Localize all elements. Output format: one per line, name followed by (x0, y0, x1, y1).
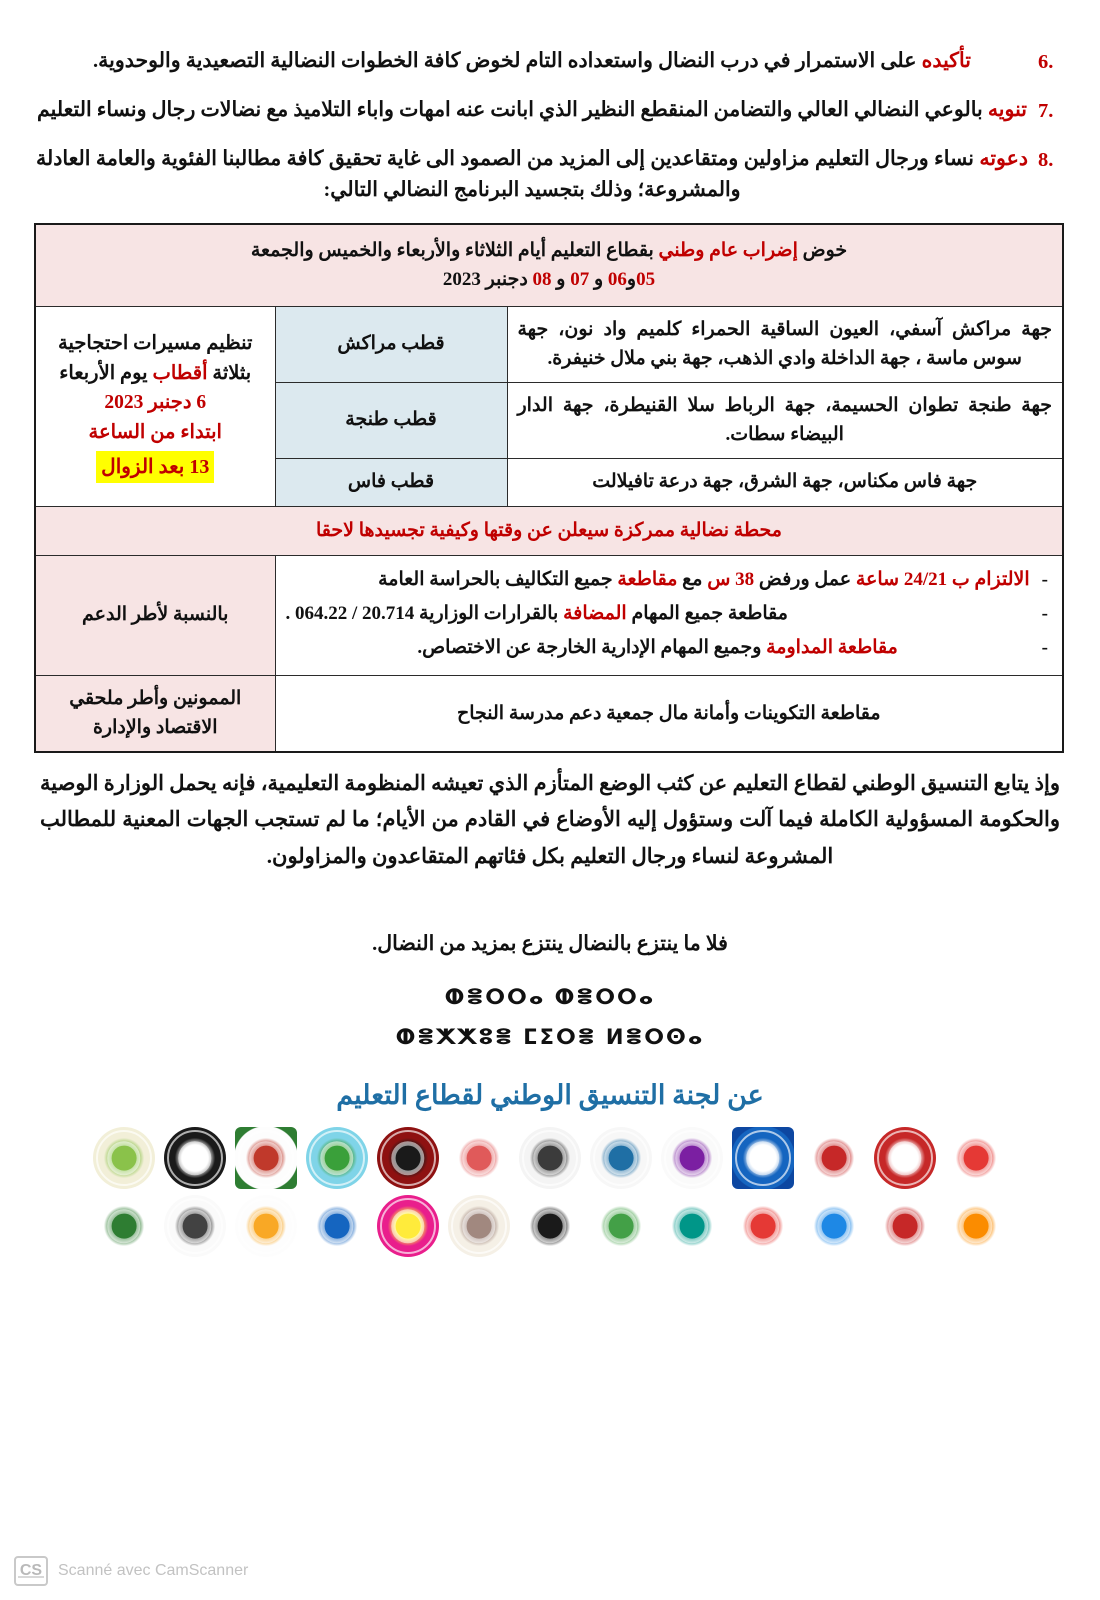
header-date-2: 06 (607, 268, 627, 290)
struggle-program-table (34, 223, 1064, 753)
signature-heading: عن لجنة التنسيق الوطني لقطاع التعليم (336, 1080, 764, 1111)
bullet-text (286, 633, 1030, 664)
regions-cell-marrakech: جهة مراكش آسفي، العيون الساقية الحمراء كلميم واد نون، جهة سوس ماسة ، جهة الداخلة وادي الذهب، جهة بني ملال خنيفرة. (507, 307, 1063, 383)
table-row-band (35, 506, 1063, 556)
header-sep-2: و (593, 268, 604, 290)
logo-core (325, 1214, 350, 1239)
logo-core (538, 1214, 563, 1239)
logo-dahaya (377, 1127, 439, 1189)
logo-anrcapm (235, 1127, 297, 1189)
logo-core (964, 1214, 989, 1239)
marches-line-2 (50, 359, 261, 388)
logo-globe-blue (803, 1195, 865, 1257)
logo-national-2 (945, 1127, 1007, 1189)
header-sep-3: و (556, 268, 566, 290)
logo-core (183, 1146, 208, 1171)
logo-green-leaf (590, 1195, 652, 1257)
list-item (36, 46, 1064, 79)
logo-core (680, 1214, 705, 1239)
logo-core (254, 1214, 279, 1239)
pole-name-tangier: قطب طنجة (275, 383, 507, 459)
header-part-red: إضراب عام وطني (658, 240, 798, 262)
header-date-tail: دجنبر 2023 (442, 268, 528, 290)
closing-paragraph: وإذ يتابع التنسيق الوطني لقطاع التعليم عن كثب الوضع المتأزم الذي تعيشه المنظومة التعليمية، فإنه يحمل الوزارة الوصية والحكومة المسؤولية الكاملة فيما آلت وستؤول إليه الأوضاع في القادم من الأيام؛ ما لم تستجب الجهات المعنية للمطالب المشروعة لنساء ورجال التعليم بكل فئاتهم المتقاعدون والمزاولون. (40, 771, 1060, 868)
logo-core (964, 1146, 989, 1171)
numbered-points-list (36, 46, 1064, 207)
logo-green-shield (93, 1195, 155, 1257)
header-date-3: 07 (570, 268, 590, 290)
logo-core (609, 1214, 634, 1239)
bullet-text (286, 599, 1030, 630)
supply-content-cell: مقاطعة التكوينات وأمانة مال جمعية دعم مدرسة النجاح (275, 676, 1063, 753)
logo-core (396, 1214, 421, 1239)
slogan-tifinagh-line-1: ⵀⴻⵔⵔⴰ ⵀⴻⵔⵔⴰ (444, 985, 656, 1010)
point-number: 7. (1038, 99, 1054, 122)
bullet-seg: مقاطعة المداومة (766, 636, 898, 658)
bullet-seg: مع (677, 569, 708, 591)
marches-announcement-cell (35, 307, 275, 507)
logo-core (538, 1146, 563, 1171)
logo-core (467, 1146, 492, 1171)
point-lead: تأكيده (921, 50, 971, 72)
support-bullets-list (286, 565, 1053, 663)
support-bullets-cell (275, 556, 1063, 676)
marches-time-intro: ابتداء من الساعة (88, 422, 222, 444)
logo-coordination-1 (93, 1127, 155, 1189)
logo-row-1 (93, 1127, 1007, 1189)
slogan-tifinagh-line-2: ⵀⴻⵅⵅⵓⴻ ⵎⵉⵔⴻ ⵍⴻⵔⵙⴰ (395, 1025, 705, 1050)
logo-core (893, 1146, 918, 1171)
table-header-strike (35, 224, 1063, 307)
logo-fist-red (874, 1127, 936, 1189)
logo-core (325, 1146, 350, 1171)
marches-line2-a: بثلاثة (212, 362, 252, 384)
logo-core (822, 1214, 847, 1239)
table-row-header (35, 224, 1063, 307)
point-lead: دعوته (979, 147, 1029, 170)
logo-fist-black (874, 1195, 936, 1257)
camscanner-watermark (14, 1556, 248, 1586)
logo-row-2 (93, 1195, 1007, 1257)
marches-time-highlight: 13 بعد الزوال (96, 451, 214, 483)
support-staff-label: بالنسبة لأطر الدعم (35, 556, 275, 676)
list-item (36, 95, 1064, 128)
point-text (36, 95, 1028, 127)
centralized-station-band: محطة نضالية ممركزة سيعلن عن وقتها وكيفية تجسيدها لاحقا (35, 506, 1063, 556)
table-row (35, 556, 1063, 676)
logo-core (751, 1146, 776, 1171)
logo-hand-blue (590, 1127, 652, 1189)
bullet-seg: مقاطعة جميع المهام (626, 602, 788, 624)
logo-core (112, 1146, 137, 1171)
header-sep-1: و (626, 268, 637, 290)
marches-line-1: تنظيم مسيرات احتجاجية (58, 333, 253, 355)
logo-morocco-map (306, 1127, 368, 1189)
bullet-seg: مقاطعة (617, 569, 678, 591)
logo-handshake (448, 1195, 510, 1257)
logo-admin-a (519, 1127, 581, 1189)
logo-candle (235, 1195, 297, 1257)
table-row (35, 307, 1063, 383)
list-item (286, 633, 1049, 664)
bullet-dash: - (1041, 602, 1048, 624)
bullet-seg: بالقرارات الوزارية 20.714 / 064.22 . (285, 602, 564, 624)
bullet-seg: جميع التكاليف بالحراسة العامة (378, 569, 618, 591)
logo-core (680, 1146, 705, 1171)
slogans-block (36, 928, 1064, 1059)
supply-label-line-2: الاقتصاد والإدارة (92, 716, 218, 738)
point-text (36, 46, 1028, 78)
bullet-seg: 38 س (707, 569, 755, 591)
header-part-b: بقطاع التعليم أيام الثلاثاء والأربعاء والخميس والجمعة (250, 240, 654, 262)
list-item (36, 144, 1064, 208)
header-part-a: خوض (802, 240, 848, 262)
logo-anaem (164, 1195, 226, 1257)
logo-cjy (377, 1195, 439, 1257)
header-date-1: 05 (636, 268, 656, 290)
logo-core (254, 1146, 279, 1171)
point-lead: تنويه (987, 98, 1027, 121)
logo-che (732, 1127, 794, 1189)
bullet-dash: - (1041, 636, 1048, 658)
bullet-seg: المضافة (563, 602, 627, 624)
logo-red-star (803, 1127, 865, 1189)
bullet-seg: عمل ورفض (754, 569, 856, 591)
list-item (286, 565, 1049, 596)
bullet-seg: الالتزام ب 24/21 ساعة (855, 569, 1030, 591)
logo-burst-black (519, 1195, 581, 1257)
table-row (35, 676, 1063, 753)
logo-core (467, 1214, 492, 1239)
supply-label-line-1: الممونين وأطر ملحقي (69, 688, 242, 710)
list-item (286, 599, 1049, 630)
camscanner-badge-icon: CS (14, 1556, 48, 1586)
logo-core (183, 1214, 208, 1239)
regions-cell-fes: جهة فاس مكناس، جهة الشرق، جهة درعة تافيلالت (507, 459, 1063, 507)
logo-orange-star (945, 1195, 1007, 1257)
pole-name-marrakech: قطب مراكش (275, 307, 507, 383)
bullet-seg: وجميع المهام الإدارية الخارجة عن الاختصاص. (417, 636, 767, 658)
pole-name-fes: قطب فاس (275, 459, 507, 507)
logo-core (112, 1214, 137, 1239)
regions-cell-tangier: جهة طنجة تطوان الحسيمة، جهة الرباط سلا القنيطرة، جهة الدار البيضاء سطات. (507, 383, 1063, 459)
logo-core (893, 1214, 918, 1239)
point-rest: بالوعي النضالي العالي والتضامن المنقطع النظير الذي ابانت عنه امهات واباء التلاميذ مع نضالات رجال ونساء التعليم (37, 98, 983, 121)
logo-core (751, 1214, 776, 1239)
point-rest: على الاستمرار في درب النضال واستعداده التام لخوض كافة الخطوات النضالية التصعيدية والوحدوية. (93, 50, 917, 72)
marches-date: 6 دجنبر 2023 (104, 391, 207, 413)
bullet-dash: - (1041, 569, 1048, 591)
supply-staff-label (35, 676, 275, 753)
logo-core (822, 1146, 847, 1171)
bullet-text (286, 565, 1030, 596)
logo-uncea (306, 1195, 368, 1257)
logo-red-circle-1 (448, 1127, 510, 1189)
point-rest: نساء ورجال التعليم مزاولين ومتقاعدين إلى المزيد من الصمود الى غاية تحقيق كافة مطالبنا الفئوية والعامة العادلة والمشروعة؛ وذلك بتجسيد البرنامج النضالي التالي: (36, 147, 974, 202)
header-date-4: 08 (532, 268, 552, 290)
logo-core (609, 1146, 634, 1171)
camscanner-label: Scanné avec CamScanner (58, 1562, 249, 1579)
union-logos-block (36, 1127, 1064, 1257)
point-text (36, 144, 1028, 208)
logo-coordination-2 (164, 1127, 226, 1189)
logo-family-red (732, 1195, 794, 1257)
marches-line2-b: يوم الأربعاء (59, 362, 148, 384)
logo-graduates (661, 1127, 723, 1189)
marches-line2-red: أقطاب (152, 362, 208, 384)
point-number: 8. (1038, 148, 1054, 171)
logo-teal-circle (661, 1195, 723, 1257)
point-number: 6. (1038, 51, 1054, 73)
slogan-arabic: فلا ما ينتزع بالنضال ينتزع بمزيد من النضال. (372, 932, 728, 955)
logo-core (396, 1146, 421, 1171)
